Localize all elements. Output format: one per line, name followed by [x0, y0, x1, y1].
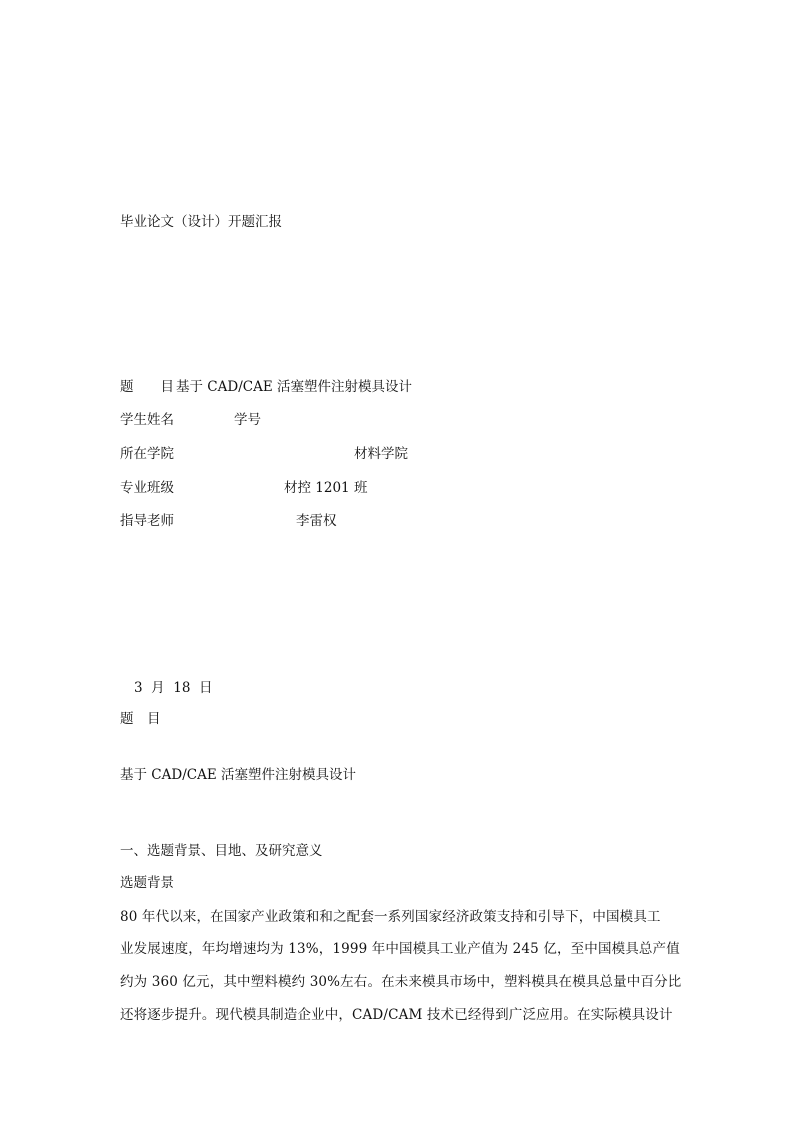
advisor-label: 指导老师	[120, 513, 174, 529]
report-title: 毕业论文（设计）开题汇报	[120, 214, 282, 230]
student-id-label: 学号	[234, 412, 261, 428]
college-label: 所在学院	[120, 446, 174, 462]
paragraph-line: 80 年代以来，在国家产业政策和和之配套一系列国家经济政策支持和引导下，中国模具工	[120, 909, 661, 925]
paragraph-line: 约为 360 亿元，其中塑料模约 30%左右。在未来模具市场中，塑料模具在模具总量中百分比	[120, 974, 682, 990]
topic-label: 题 目	[120, 379, 174, 395]
topic-value: 基于 CAD/CAE 活塞塑件注射模具设计	[176, 379, 412, 395]
topic-heading: 题 目	[120, 711, 161, 727]
report-date: 3 月 18 日	[134, 680, 213, 696]
topic-text: 基于 CAD/CAE 活塞塑件注射模具设计	[120, 767, 356, 783]
college-value: 材料学院	[354, 446, 408, 462]
class-label: 专业班级	[120, 480, 174, 496]
section-heading: 一、选题背景、目地、及研究意义	[120, 843, 323, 859]
student-name-label: 学生姓名	[120, 412, 174, 428]
class-value: 材控 1201 班	[284, 480, 368, 496]
advisor-value: 李雷权	[296, 513, 337, 529]
subsection-heading: 选题背景	[120, 875, 174, 891]
paragraph-line: 业发展速度，年均增速均为 13%，1999 年中国模具工业产值为 245 亿，至中国模具总产值	[120, 941, 680, 957]
paragraph-line: 还将逐步提升。现代模具制造企业中，CAD/CAM 技术已经得到广泛应用。在实际模具设计	[120, 1007, 673, 1023]
